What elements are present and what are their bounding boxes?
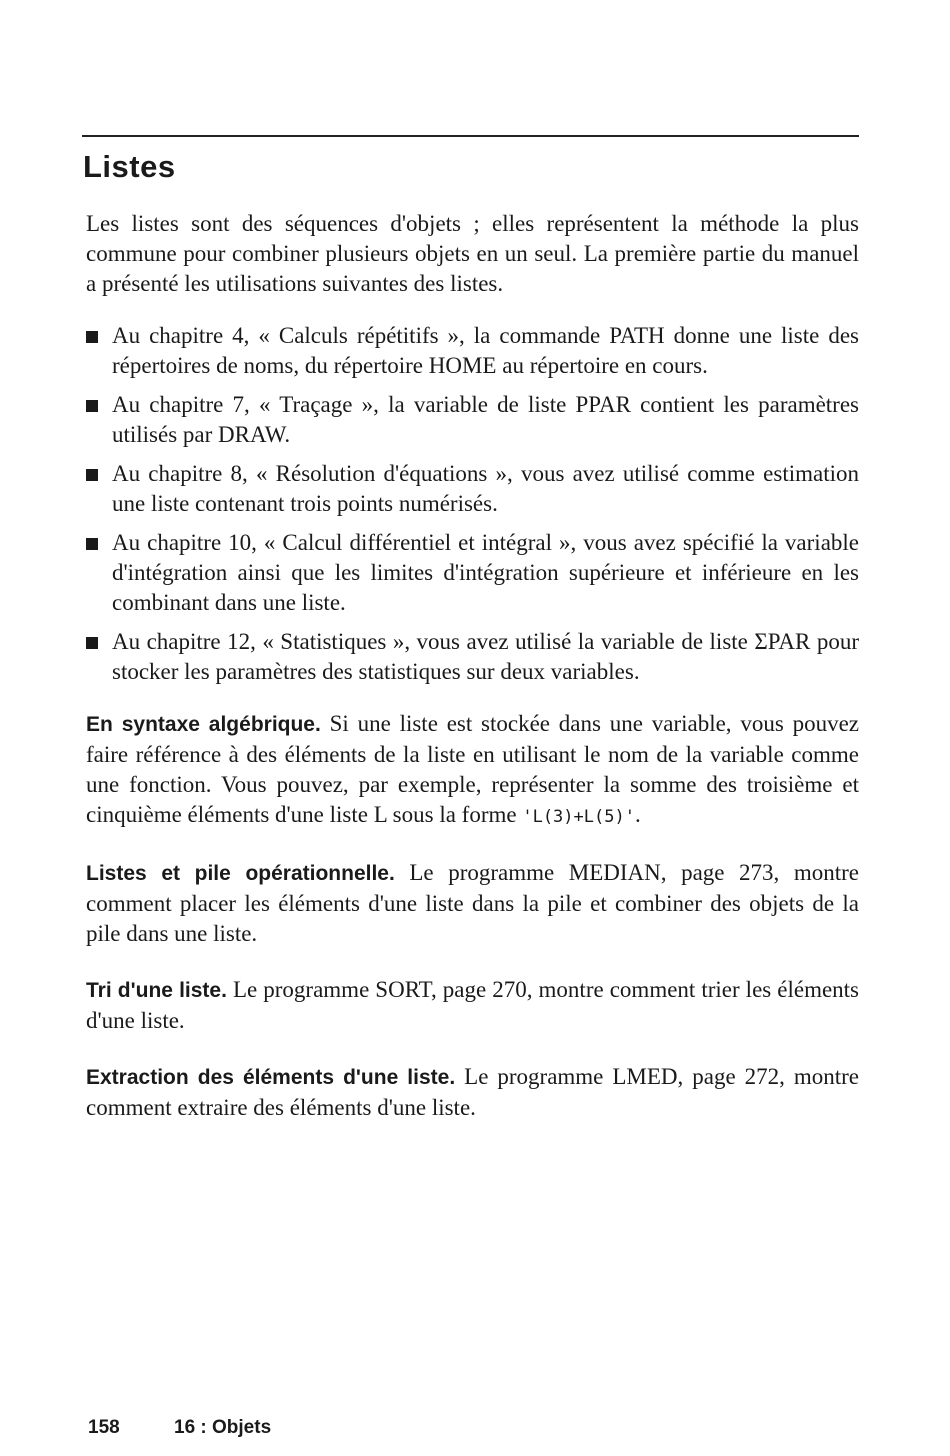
- bullet-square-icon: [86, 400, 98, 412]
- uses-list: [86, 321, 859, 687]
- list-item: [86, 390, 859, 450]
- list-item-text: Au chapitre 4, « Calculs répétitifs », la commande PATH donne une liste des répertoires de noms, du répertoire HOME au répertoire en cours.: [112, 323, 859, 378]
- sort-heading: Tri d'une liste.: [86, 979, 227, 1002]
- list-item: [86, 627, 859, 687]
- stack-heading: Listes et pile opérationnelle.: [86, 862, 395, 885]
- sort-paragraph: [86, 975, 859, 1036]
- chapter-label: 16 : Objets: [174, 1417, 272, 1438]
- extract-heading: Extraction des éléments d'une liste.: [86, 1066, 456, 1089]
- page-footer: [88, 1416, 271, 1440]
- list-item-text: Au chapitre 10, « Calcul différentiel et intégral », vous avez spécifié la variable d'intégration ainsi que les limites d'intégration supérieure et inférieure en les combinant dans une liste.: [112, 530, 859, 615]
- algebraic-expression-code: 'L(3)+L(5)': [522, 807, 635, 827]
- list-item-text: Au chapitre 8, « Résolution d'équations », vous avez utilisé comme estimation une liste contenant trois points numérisés.: [112, 461, 859, 516]
- algebraic-syntax-heading: En syntaxe algébrique.: [86, 713, 321, 736]
- extract-paragraph: [86, 1062, 859, 1123]
- bullet-square-icon: [86, 637, 98, 649]
- list-item: [86, 321, 859, 381]
- list-item: [86, 528, 859, 618]
- extract-text: Le programme LMED, page 272, montre comment extraire des éléments d'une liste.: [86, 1064, 860, 1120]
- page-number: 158: [88, 1417, 120, 1438]
- stack-paragraph: [86, 858, 859, 949]
- main-content: [86, 209, 859, 1149]
- page-title: Listes: [83, 149, 176, 184]
- list-item: [86, 459, 859, 519]
- algebraic-syntax-text: Si une liste est stockée dans une variable, vous pouvez faire référence à des éléments de la liste en utilisant le nom de la variable comme une fonction. Vous pouvez, par exemple, représenter la somme des troisième et cinquième éléments d'une liste L sous la forme: [86, 711, 859, 827]
- bullet-square-icon: [86, 331, 98, 343]
- sort-text: Le programme SORT, page 270, montre comment trier les éléments d'une liste.: [86, 977, 860, 1033]
- list-item-text: Au chapitre 7, « Traçage », la variable de liste PPAR contient les paramètres utilisés par DRAW.: [112, 392, 859, 447]
- stack-text: Le programme MEDIAN, page 273, montre comment placer les éléments d'une liste dans la pile et combiner des objets de la pile dans une liste.: [86, 860, 859, 946]
- algebraic-syntax-paragraph: [86, 709, 859, 832]
- list-item-text: Au chapitre 12, « Statistiques », vous avez utilisé la variable de liste ΣPAR pour stocker les paramètres des statistiques sur deux variables.: [112, 629, 859, 684]
- bullet-square-icon: [86, 469, 98, 481]
- intro-paragraph: Les listes sont des séquences d'objets ; elles représentent la méthode la plus commune pour combiner plusieurs objets en un seul. La première partie du manuel a présenté les utilisations suivantes des listes.: [86, 211, 859, 296]
- algebraic-syntax-end: .: [634, 802, 641, 827]
- heading-rule: [82, 135, 859, 137]
- bullet-square-icon: [86, 538, 98, 550]
